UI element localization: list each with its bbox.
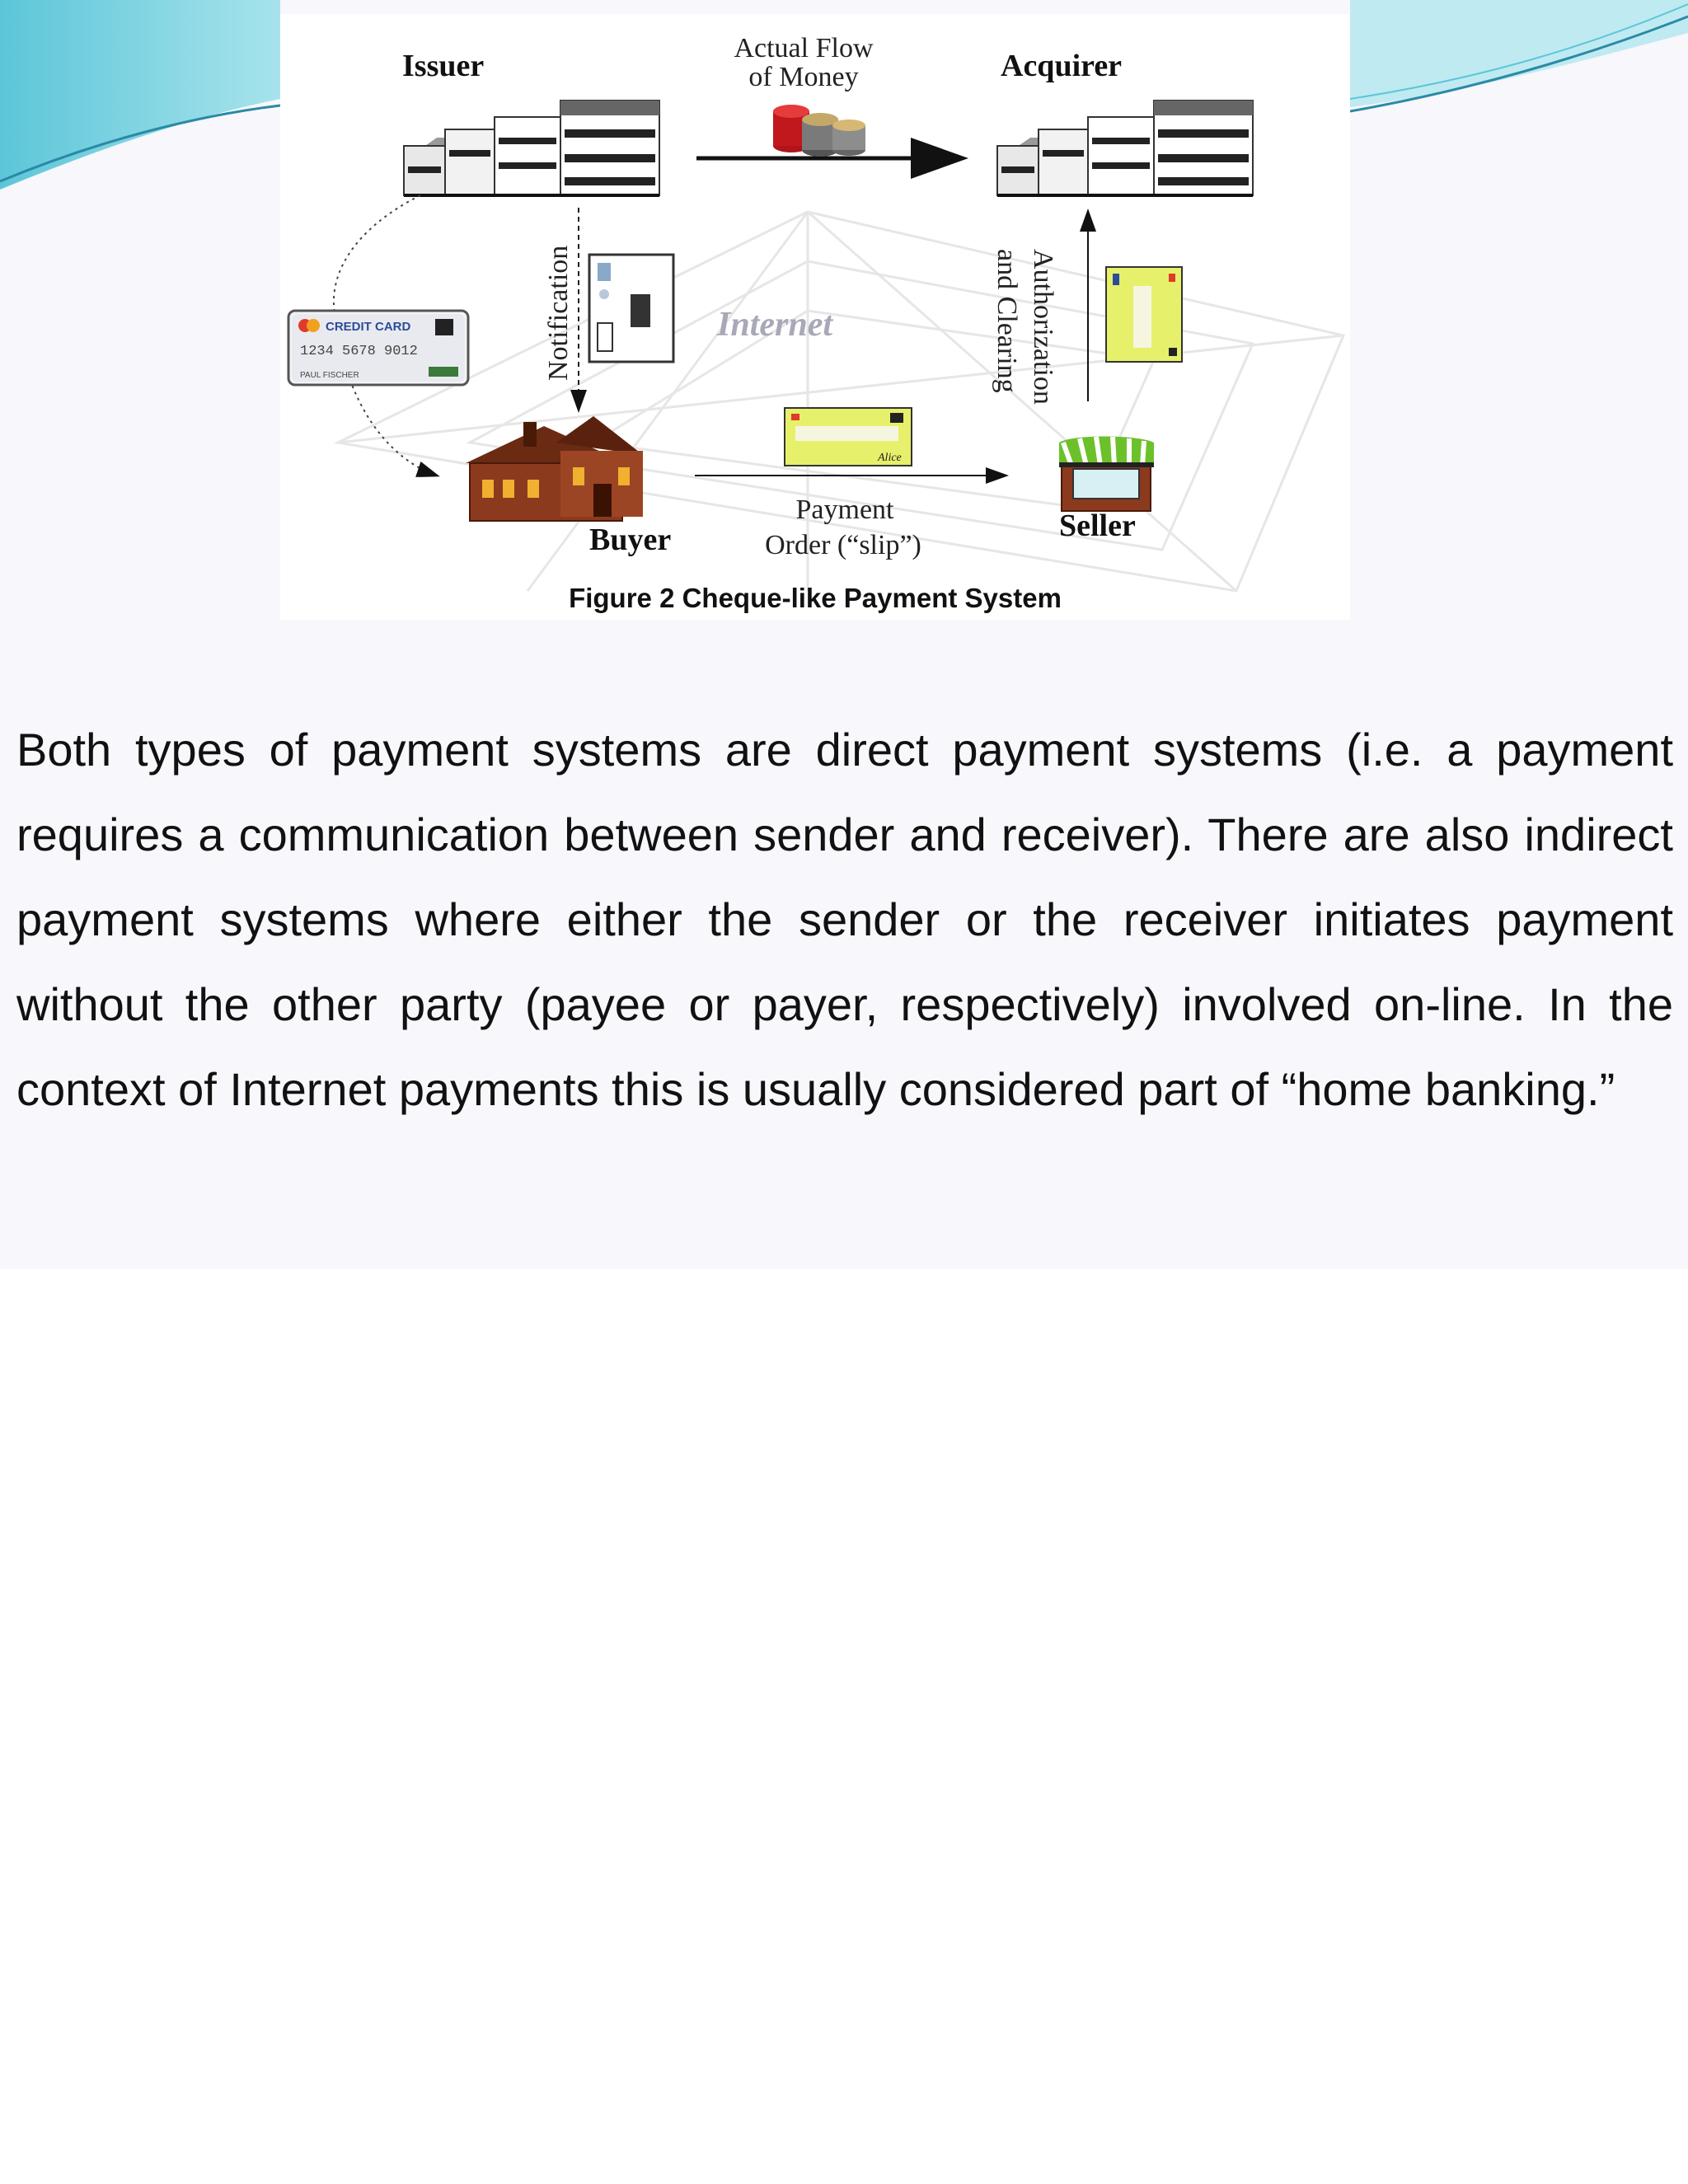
credit-card-holder: PAUL FISCHER (300, 371, 359, 380)
issuer-bank-icon (404, 101, 659, 195)
credit-card-icon (288, 311, 468, 385)
body-paragraph: Both types of payment systems are direct payment systems (i.e. a payment requires a communication between sender and receiver). There are also indirect payment systems where either the sender or the receiver initiates payment without the other party (payee or payer, respectively) involved on-line. In the context of Internet payments this is usually considered part of “home banking.” (16, 724, 1673, 1115)
payment-slip-signature: Alice (878, 452, 902, 464)
diagram-canvas (280, 14, 1350, 620)
money-flow-label-line1: Actual Flow (734, 33, 874, 63)
authorization-label-line2: and Clearing (992, 249, 1022, 393)
issuer-label: Issuer (402, 49, 485, 83)
buyer-label: Buyer (589, 523, 672, 557)
payment-slip-icon (785, 408, 912, 466)
acquirer-label: Acquirer (1001, 49, 1123, 83)
seller-shop-icon (1059, 437, 1154, 512)
authorization-label-line1: Authorization (1028, 249, 1058, 405)
seller-label: Seller (1059, 509, 1136, 543)
credit-card-number: 1234 5678 9012 (300, 344, 418, 359)
authorization-slip-icon (1106, 267, 1182, 362)
credit-card-title: CREDIT CARD (326, 320, 411, 334)
coins-icon (773, 105, 865, 157)
notification-label: Notification (543, 245, 574, 381)
notification-letter-icon (589, 255, 673, 362)
payment-label-line1: Payment (795, 494, 894, 525)
acquirer-bank-icon (997, 101, 1253, 195)
figure-caption: Figure 2 Cheque-like Payment System (569, 583, 1062, 613)
money-flow-label-line2: of Money (748, 62, 859, 92)
payment-label-line2: Order (“slip”) (765, 530, 921, 560)
internet-label: Internet (717, 306, 833, 344)
payment-diagram (280, 14, 1350, 620)
